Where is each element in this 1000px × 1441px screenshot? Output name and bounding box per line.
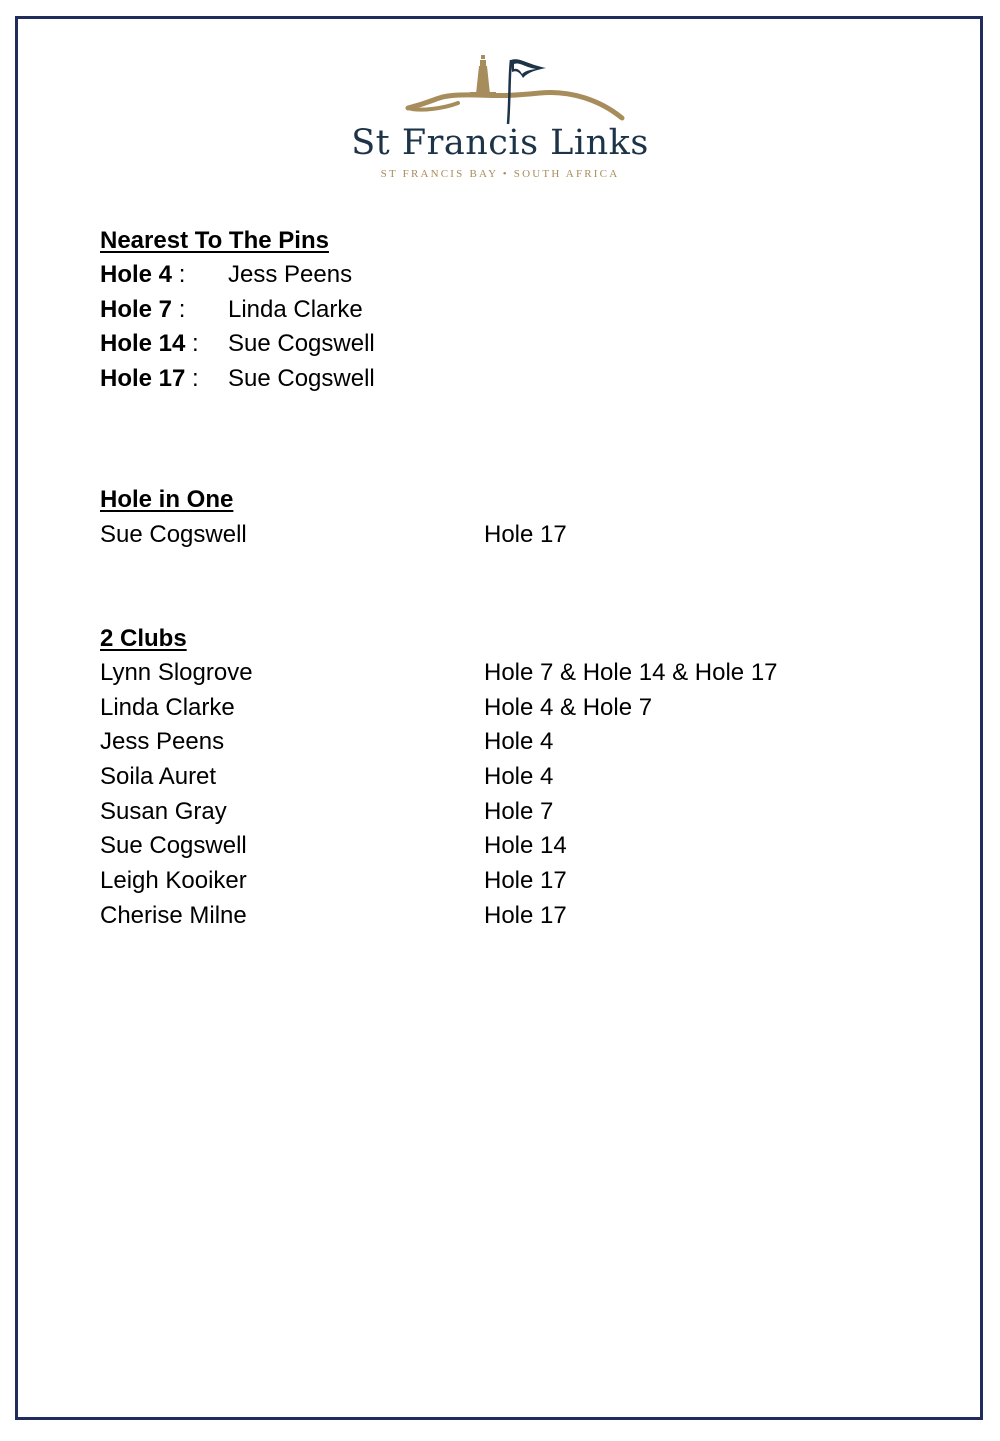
pin-winner: Jess Peens <box>228 261 353 288</box>
logo-tagline: ST FRANCIS BAY • SOUTH AFRICA <box>380 168 620 180</box>
hole-list: Hole 17 <box>484 521 567 548</box>
player-name: Cherise Milne <box>100 902 247 929</box>
player-name: Susan Gray <box>100 798 227 825</box>
hole-list: Hole 7 <box>484 798 554 825</box>
player-name: Soila Auret <box>100 763 217 790</box>
player-name: Leigh Kooiker <box>100 867 247 894</box>
logo-club-name: St Francis Links <box>351 123 649 163</box>
player-name: Linda Clarke <box>100 694 235 721</box>
pin-hole-label: Hole 17 : <box>100 365 199 392</box>
pin-winner: Linda Clarke <box>228 296 363 323</box>
hole-list: Hole 14 <box>484 832 567 859</box>
pin-winner: Sue Cogswell <box>228 330 375 357</box>
nearest-to-pins-title: Nearest To The Pins <box>100 227 329 254</box>
pin-hole-label: Hole 7 : <box>100 296 186 323</box>
club-logo <box>340 48 660 188</box>
player-name: Jess Peens <box>100 728 225 755</box>
hole-in-one-title: Hole in One <box>100 486 234 513</box>
hole-list: Hole 4 & Hole 7 <box>484 694 653 721</box>
hole-list: Hole 4 <box>484 728 554 755</box>
player-name: Lynn Slogrove <box>100 659 253 686</box>
hole-list: Hole 7 & Hole 14 & Hole 17 <box>484 659 778 686</box>
pin-hole-label: Hole 14 : <box>100 330 199 357</box>
lighthouse-flag-logo-icon <box>340 48 660 128</box>
player-name: Sue Cogswell <box>100 832 247 859</box>
hole-list: Hole 17 <box>484 902 567 929</box>
hole-list: Hole 4 <box>484 763 554 790</box>
pin-winner: Sue Cogswell <box>228 365 375 392</box>
two-clubs-title: 2 Clubs <box>100 625 187 652</box>
player-name: Sue Cogswell <box>100 521 247 548</box>
pin-hole-label: Hole 4 : <box>100 261 186 288</box>
hole-list: Hole 17 <box>484 867 567 894</box>
